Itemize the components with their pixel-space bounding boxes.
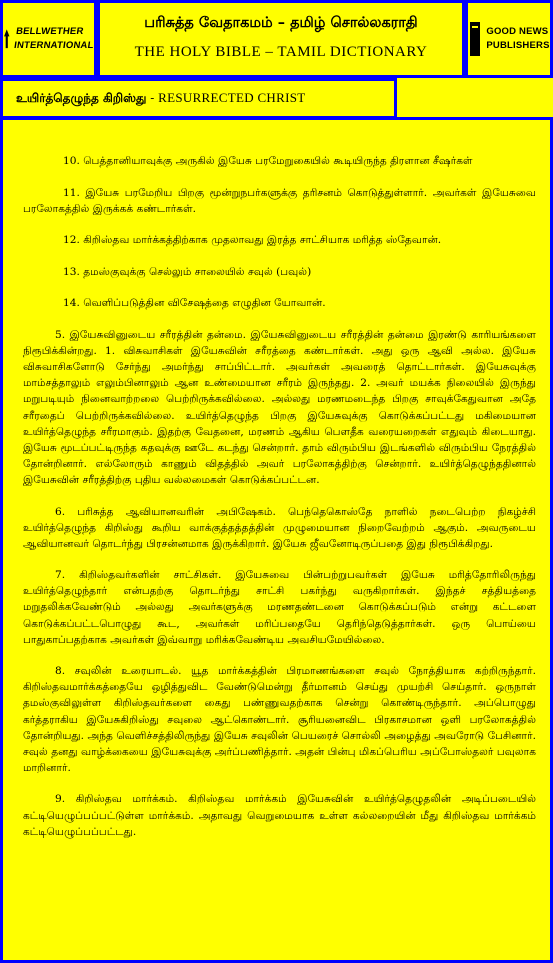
entry-term-tamil: உயிர்த்தெழுந்த கிறிஸ்து (16, 91, 147, 105)
paragraph-9: 9. கிறிஸ்தவ மார்க்கம். கிறிஸ்தவ மார்க்கம் இயேசுவின் உயிர்த்தெழுதலின் அடிப்படையில் கட்டியெழுப்பப்பட்டுள்ள மார்க்கம். அதாவது வெறுமையாக உள்ள கல்லறையின் மீது கிறிஸ்தவ மார்க்கம் கட்டியெழுப்பப்பட்டது. (23, 793, 536, 838)
entry-heading (16, 90, 305, 107)
paragraph-13: 13. தமஸ்குவுக்கு செல்லும் சாலையில் சவுல் (பவுல்) (63, 265, 312, 278)
paragraph-11: 11. இயேசு பரமேறிய பிறகு மூன்றுநபர்களுக்கு தரிசனம் கொடுத்துள்ளார். அவர்கள் இயேசுவை பரலோகத்தில் இருக்கக் கண்டார்கள். (23, 186, 536, 215)
good-news-logo (468, 3, 550, 75)
good-news-logo-box (465, 0, 553, 78)
paragraph-14: 14. வெளிப்படுத்தின விசேஷத்தை எழுதின யோவான். (63, 297, 326, 310)
paragraph-7: 7. கிறிஸ்தவர்களின் சாட்சிகள். இயேசுவை பின்பற்றுபவர்கள் இயேசு மரித்தோரிலிருந்து உயிர்த்தெழுந்தார் என்பதற்கு தொடர்ந்து சாட்சி பகர்ந்து வருகிறார்கள். இந்தச் சத்தியத்தை மறுதலிக்கவேண்டும் அல்லது அவர்களுக்கு மரணதண்டனை கொடுக்கப்படும் என்று கட்டளை கொடுக்கப்பட்டபொழுது கூட, அவர்கள் மரிப்பதையே தெரிந்தெடுத்தார்கள். ஒரு பொய்யை பாதுகாப்பதற்காக அவர்கள் இவ்வாறு மரிக்கவேண்டிய அவசியமேயில்லை. (23, 569, 536, 646)
logo-left-line-1: BELLWETHER (14, 26, 84, 37)
title-box (97, 0, 465, 78)
entry-separator: - (150, 91, 155, 105)
logo-right-line-2: PUBLISHERS (486, 40, 550, 51)
bellwether-logo (3, 3, 94, 75)
title-tamil: பரிசுத்த வேதாகமம் – தமிழ் சொல்லகராதி (144, 14, 418, 31)
paragraph-5: 5. இயேசுவினுடைய சரீரத்தின் தன்மை. இயேசுவினுடைய சரீரத்தின் தன்மை இரண்டு காரியங்களை நிரூபிக்கின்றது. 1. விசுவாசிகள் இயேசுவின் சரீரத்தை கண்டார்கள். அது ஒரு ஆவி அல்ல. இயேசு விசுவாசிகளோடு சேர்ந்து அமர்ந்து சாப்பிட்டார். அவர்கள் அவரைத் தொட்டார்கள். இயேசுவுக்கு மாம்சத்தாலும் எலும்பினாலும் ஆன உண்மையான சரீரம் இருந்தது. 2. அவர் மயக்க நிலையில் இருந்து மறுபடியும் நினைவாற்றலை பெற்றிருக்கவில்லை. அல்லது மரணமடைந்த பிறகு சாவுக்கேதுவான அதே சரீரதைப் பெற்றிருக்கவில்லை. உயிர்த்தெழுந்த பிறகு இயேசுவுக்கு கொடுக்கப்பட்டது மகிமையான உயிர்த்தெழுந்த சரீரமாகும். இதற்கு வேதனை, மரணம் ஆகிய பௌதீக வரையறைகள் எதுவும் கிடையாது. இயேசு மூடப்பட்டிருந்த கதவுக்கு ஊடே கடந்து சென்றார். தாம் விரும்பிய இடங்களில் விரும்பிய நேரத்தில் தோன்றினார். எல்லோரும் காணும் விதத்தில் அவர் பரலோகத்திற்கு சென்றார். உயிர்த்தெழுந்ததினால் இயேசுவின் சரீரத்திற்கு புதிய வல்லமைகள் கொடுக்கப்பட்டன. (23, 329, 536, 486)
book-icon (468, 20, 482, 58)
logo-right-line-1: GOOD NEWS (486, 26, 549, 37)
good-news-logo-text (486, 25, 549, 53)
paragraph-6: 6. பரிசுத்த ஆவியானவரின் அபிஷேகம். பெந்தெகொஸ்தே நாளில் நடைபெற்ற நிகழ்ச்சி உயிர்த்தெழுந்த கிறிஸ்து கூறிய வாக்குத்தத்தத்தின் முழுமையான நிறைவேற்றம் ஆகும். அவருடைய ஆவியானவர் தொடர்ந்து பிரசன்னமாக இருக்கிறார். இயேசு ஜீவனோடிருப்பதை இது நிரூபிக்கிறது. (23, 505, 536, 550)
title-english: THE HOLY BIBLE – TAMIL DICTIONARY (134, 44, 428, 60)
paragraph-10: 10. பெத்தானியாவுக்கு அருகில் இயேசு பரமேறுகையில் கூடியிருந்த திரளான சீஷர்கள் (63, 155, 473, 167)
entry-term-english: RESURRECTED CHRIST (158, 90, 306, 105)
entry-heading-box (0, 78, 397, 119)
paragraph-12: 12. கிறிஸ்தவ மார்க்கத்திற்காக முதலாவது இரத்த சாட்சியாக மரித்த ஸ்தேவான். (63, 234, 442, 247)
entry-body (23, 153, 536, 855)
pen-nib-icon (3, 20, 11, 58)
logo-left-line-2: INTERNATIONAL (12, 40, 94, 51)
paragraph-8: 8. சவுலின் உரையாடல். யூத மார்க்கத்தின் பிரமாணங்களை சவுல் நோத்தியாக கற்றிருந்தார். கிறிஸ்தவமார்க்கத்தையே ஒழித்துவிட வேண்டுமென்று தீர்மானம் செய்து முயற்சி செய்தார். ஒருநாள் தமஸ்குவிலுள்ள கிறிஸ்தவர்களை கைது பண்ணுவதற்காக சென்று கொண்டிருந்தார். அப்பொழுது கர்த்தராகிய இயேசுகிறிஸ்து சவுலை ஆட்கொண்டார். சூரியனைவிட பிரகாசமான ஒளி பரலோகத்தில் தோன்றியது. அந்த வெளிச்சத்திலிருந்து இயேசு சவுலின் பெயரைச் சொல்லி அழைத்து அவரோடு பேசினார். சவுல் தனது வாழ்க்கையை இயேசுவுக்கு அர்ப்பணித்தார். அதன் பின்பு மிகப்பெரிய அப்போஸ்தலர் பவுலாக மாறினார். (23, 665, 536, 774)
content-box (0, 117, 553, 963)
bellwether-logo-text (13, 25, 96, 53)
bellwether-logo-box (0, 0, 97, 78)
